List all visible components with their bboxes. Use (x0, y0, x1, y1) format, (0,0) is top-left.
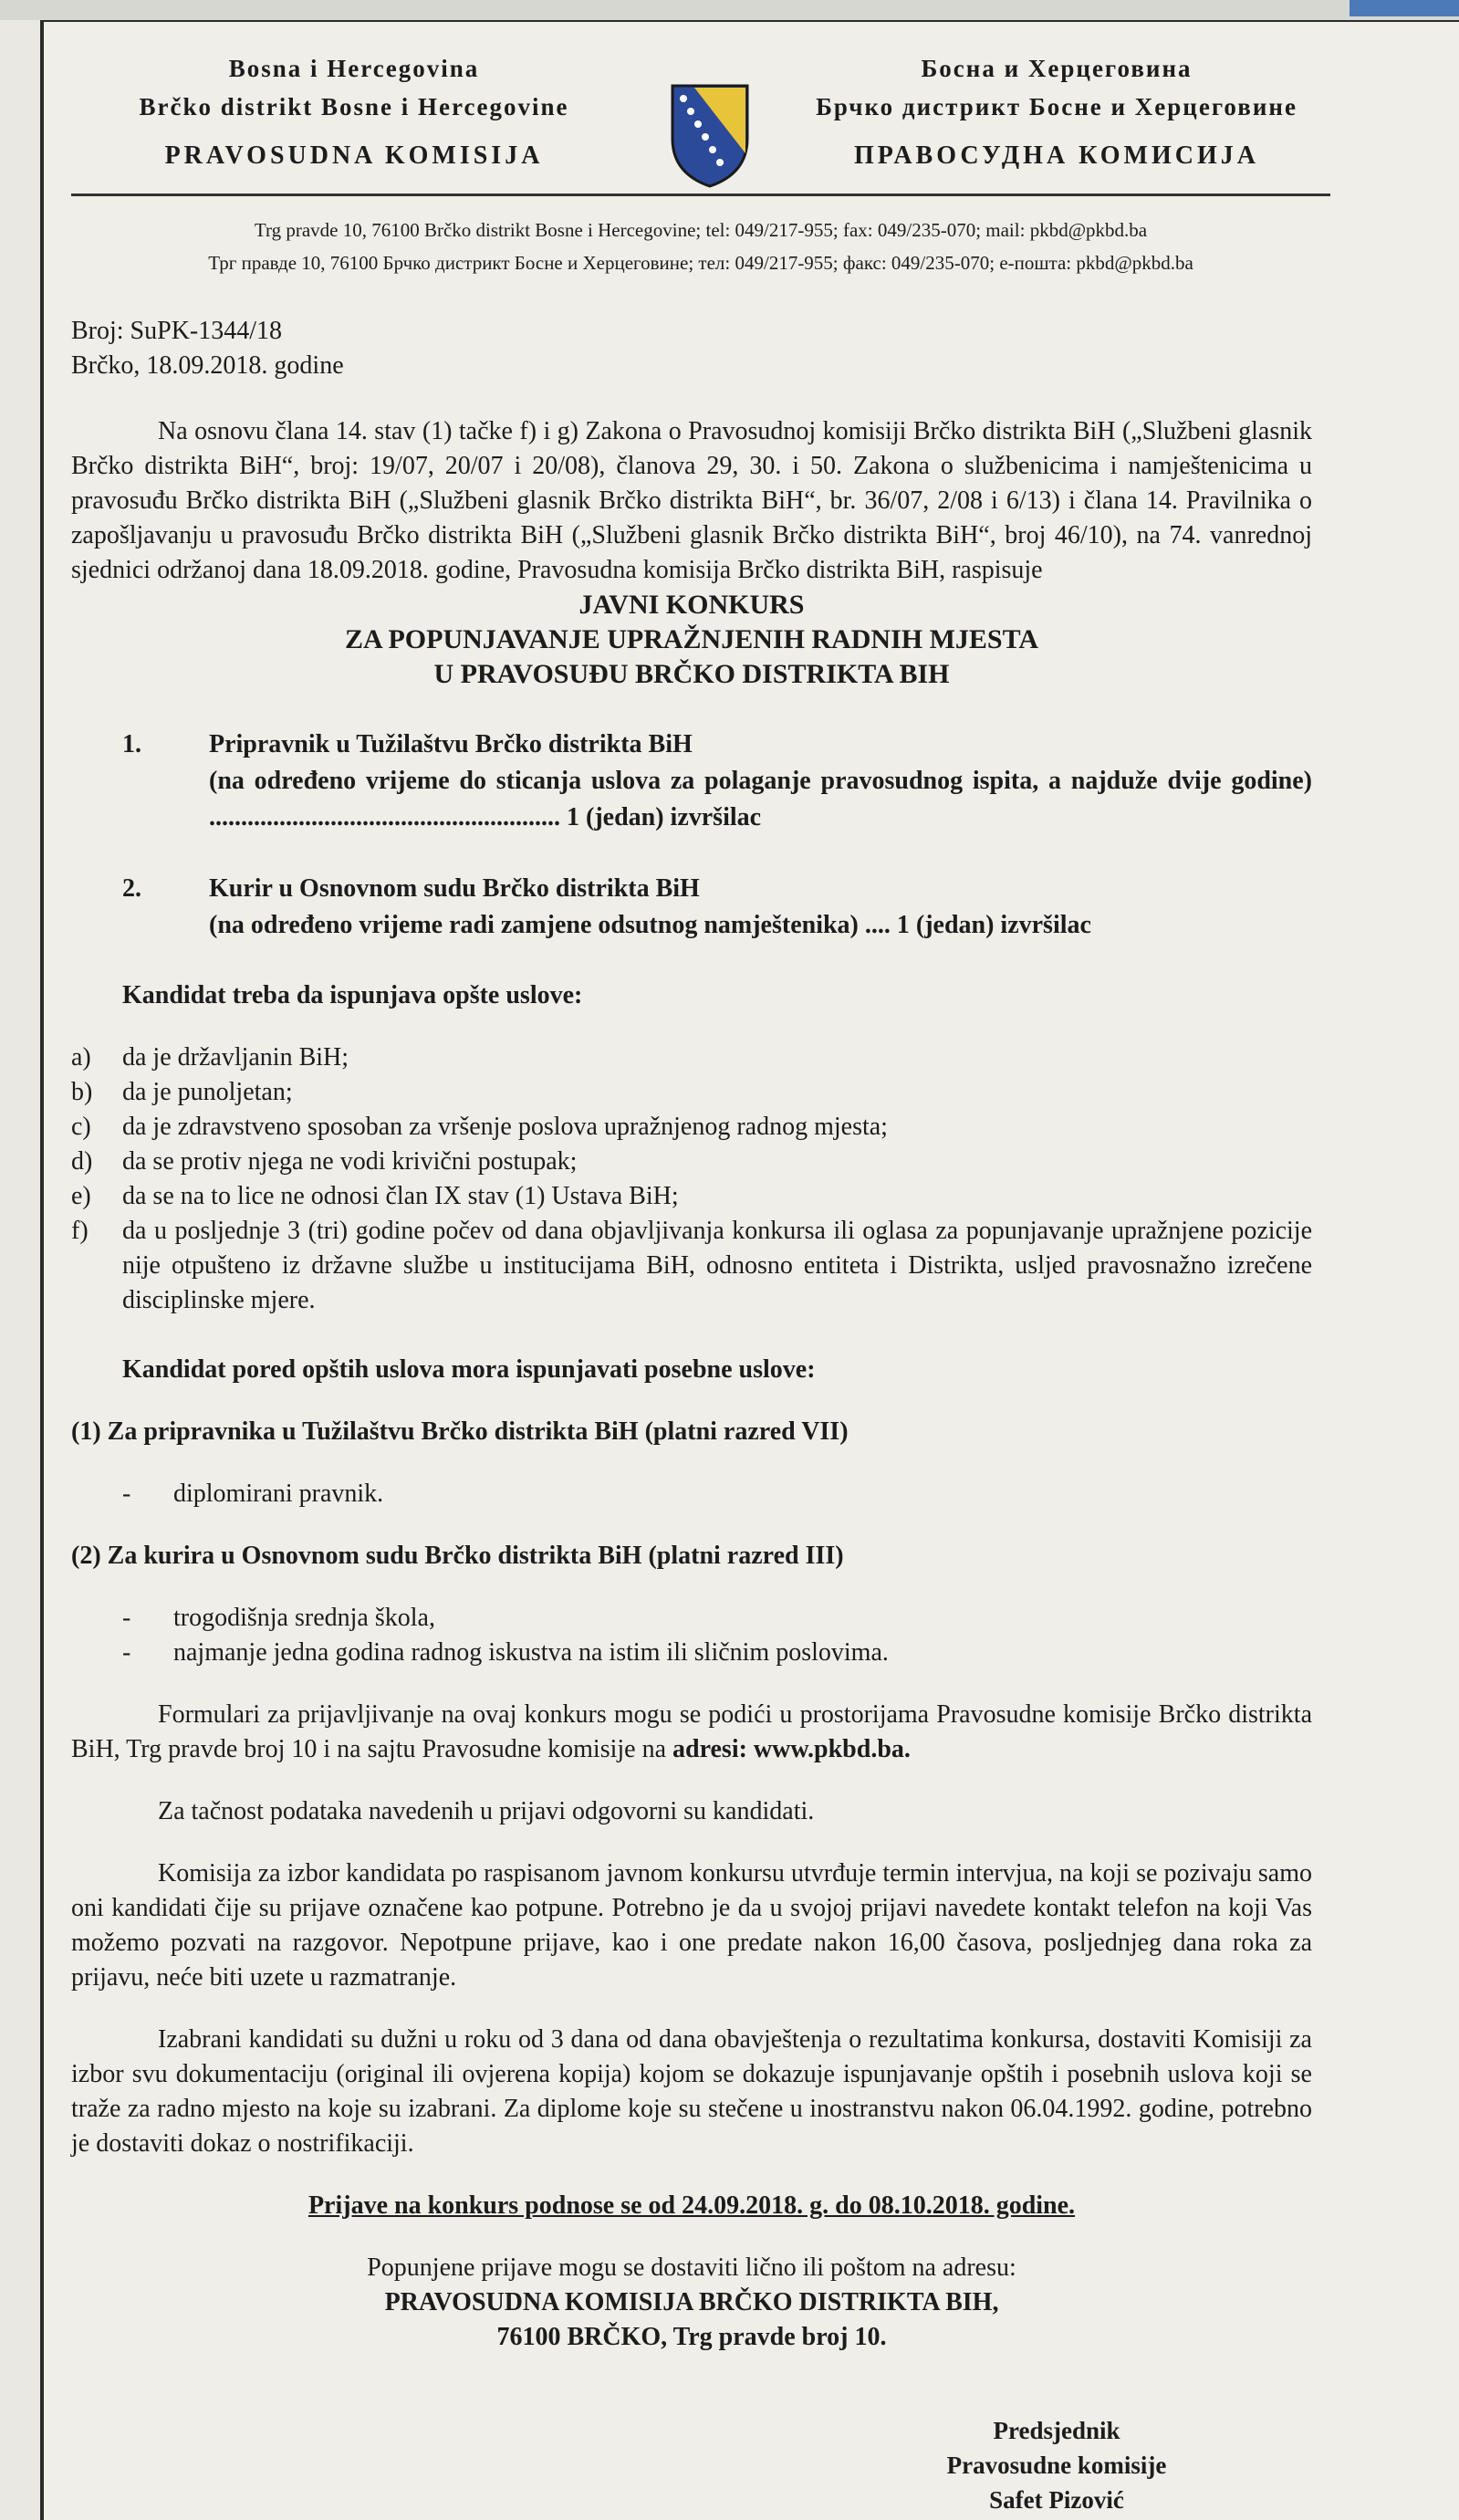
list-text: da se na to lice ne odnosi član IX stav (1) Ustava BiH; (122, 1182, 679, 1210)
list-text: da se protiv njega ne vodi krivični postupak; (122, 1147, 578, 1176)
list-text: da je zdravstveno sposoban za vršenje poslova upražnjenog radnog mjesta; (122, 1113, 888, 1141)
list-text: trogodišnja srednja škola, (173, 1604, 435, 1632)
position-details: (na određeno vrijeme do sticanja uslova za polaganje pravosudnog ispita, a najduže dvije godine) ....................................................... 1 (jedan) izvršilac (209, 767, 1312, 831)
list-item (71, 1477, 1312, 1511)
list-marker: b) (71, 1078, 93, 1106)
signature-block (920, 2413, 1193, 2517)
position-number: 1. (122, 730, 141, 758)
website-address: adresi: www.pkbd.ba. (672, 1735, 911, 1763)
contact-block (71, 214, 1330, 279)
list-text: diplomirani pravnik. (173, 1480, 384, 1508)
letterhead-latin (71, 49, 637, 175)
address-street: 76100 BRČKO, Trg pravde broj 10. (496, 2323, 887, 2351)
signature-name: Safet Pizović (989, 2486, 1124, 2514)
general-conditions-heading: Kandidat treba da ispunjava opšte uslove: (122, 981, 583, 1009)
reference-number: Broj: SuPK-1344/18 (71, 317, 283, 345)
list-text: da je punoljetan; (122, 1078, 293, 1106)
list-text: da u posljednje 3 (tri) godine počev od dana objavljivanja konkursa ili oglasa za popunjavanje upražnjene pozicije nije otpušteno iz državne službe u institucijama BiH, odnosno entiteta i Distrikta, usljed pravosnažno izrečene disciplinske mjere. (122, 1217, 1312, 1314)
special-conditions-sub1: (1) Za pripravnika u Tužilaštvu Brčko distrikta BiH (platni razred VII) (71, 1417, 849, 1446)
address-recipient: PRAVOSUDNA KOMISIJA BRČKO DISTRIKTA BIH, (384, 2288, 999, 2316)
list-text: da je državljanin BiH; (122, 1043, 349, 1072)
list-marker: d) (71, 1147, 93, 1176)
forms-text: Formulari za prijavljivanje na ovaj konkurs mogu se podići u prostorijama Pravosudne komisije Brčko distrikta BiH, Trg pravde broj 10 i na sajtu Pravosudne komisije na (71, 1700, 1312, 1763)
country-name-latin: Bosna i Hercegovina (228, 55, 480, 82)
general-conditions-list (71, 1040, 1312, 1318)
position-title: Pripravnik u Tužilaštvu Brčko distrikta BiH (209, 730, 693, 758)
special-conditions-sub2: (2) Za kurira u Osnovnom sudu Brčko distrikta BiH (platni razred III) (71, 1542, 844, 1570)
title-line-3: U PRAVOSUĐU BRČKO DISTRIKTA BIH (433, 659, 950, 689)
accent-strip (1350, 0, 1459, 16)
position-item (71, 727, 1312, 836)
title-line-1: JAVNI KONKURS (578, 590, 805, 620)
list-item (71, 1110, 1312, 1145)
letterhead-cyrillic (774, 49, 1339, 175)
list-text: najmanje jedna godina radnog iskustva na istim ili sličnim poslovima. (173, 1638, 889, 1667)
header-divider (71, 193, 1330, 196)
intro-paragraph: Na osnovu člana 14. stav (1) tačke f) i g) Zakona o Pravosudnoj komisiji Brčko distrikta BiH („Službeni glasnik Brčko distrikta BiH“, broj: 19/07, 20/07 i 20/08), članova 29, 30. i 50. Zakona o službenicima i namještenicima u pravosuđu Brčko distrikta BiH („Službeni glasnik Brčko distrikta BiH“, br. 36/07, 2/08 i 6/13) i člana 14. Pravilnika o zapošljavanju u pravosuđu Brčko distrikta BiH („Službeni glasnik Brčko distrikta BiH“, broj 46/10), na 74. vanrednoj sjednici održanoj dana 18.09.2018. godine, Pravosudna komisija Brčko distrikta BiH, raspisuje (71, 417, 1312, 584)
selected-candidates-paragraph: Izabrani kandidati su dužni u roku od 3 dana od dana obavještenja o rezultatima konkursa, dostaviti Komisiji za izbor svu dokumentaciju (original ili ovjerena kopija) kojom se dokazuje ispunjavanje opštih i posebnih uslova koji se traže za radno mjesto na koje su izabrani. Za diplome koje su stečene u inostranstvu nakon 06.04.1992. godine, potrebno je dostaviti dokaz o nostrifikaciji. (71, 2025, 1312, 2158)
contact-latin: Trg pravde 10, 76100 Brčko distrikt Bosne i Hercegovine; tel: 049/217-955; fax: 049/235-070; mail: pkbd@pkbd.ba (254, 219, 1148, 241)
document-frame (40, 20, 1459, 2520)
document-meta (71, 314, 344, 383)
list-marker: a) (71, 1043, 91, 1072)
dash-marker: - (122, 1638, 131, 1667)
list-item (71, 1040, 1312, 1075)
signature-title: Predsjednik (993, 2417, 1120, 2444)
letterhead (71, 49, 1330, 182)
list-item (71, 1075, 1312, 1110)
list-marker: f) (71, 1217, 89, 1245)
signature-body: Pravosudne komisije (946, 2452, 1167, 2479)
interview-paragraph: Komisija za izbor kandidata po raspisanom javnom konkursu utvrđuje termin intervjua, na koji se pozivaju samo oni kandidati čije su prijave označene kao potpune. Potrebno je da u svojoj prijavi navedete kontakt telefon na koji Vas možemo pozvati na razgovor. Nepotpune prijave, kao i one predate nakon 16,00 časova, posljednjeg dana roka za prijavu, neće biti uzete u razmatranje. (71, 1859, 1312, 1992)
district-name-latin: Brčko distrikt Bosne i Hercegovine (139, 93, 569, 120)
org-name-cyrillic: ПРАВОСУДНА КОМИСИЈА (854, 141, 1259, 170)
district-name-cyrillic: Брчко дистрикт Босне и Херцеговине (816, 93, 1297, 120)
document-body (71, 414, 1312, 2355)
list-item (71, 1214, 1312, 1318)
top-strip (0, 0, 1459, 20)
list-item (71, 1601, 1312, 1636)
dash-marker: - (122, 1604, 131, 1632)
document-page (71, 49, 1330, 2514)
org-name-latin: PRAVOSUDNA KOMISIJA (164, 141, 544, 170)
forms-paragraph (71, 1698, 1312, 1767)
title-line-2: ZA POPUNJAVANJE UPRAŽNJENIH RADNIH MJESTA (344, 624, 1039, 654)
list-item (71, 1145, 1312, 1179)
place-and-date: Brčko, 18.09.2018. godine (71, 351, 344, 380)
submission-address (71, 2251, 1312, 2355)
application-deadline: Prijave na konkurs podnose se od 24.09.2018. g. do 08.10.2018. godine. (307, 2191, 1076, 2220)
special-conditions-heading: Kandidat pored opštih uslova mora ispunjavati posebne uslove: (122, 1355, 816, 1384)
list-item (71, 1179, 1312, 1214)
position-details: (na određeno vrijeme radi zamjene odsutnog namještenika) .... 1 (jedan) izvršilac (209, 911, 1091, 939)
position-item (71, 871, 1312, 944)
list-marker: c) (71, 1113, 91, 1141)
accuracy-paragraph: Za tačnost podataka navedenih u prijavi odgovorni su kandidati. (158, 1797, 815, 1825)
list-item (71, 1636, 1312, 1670)
position-number: 2. (122, 874, 141, 903)
list-marker: e) (71, 1182, 91, 1210)
address-intro: Popunjene prijave mogu se dostaviti lično ili poštom na adresu: (367, 2253, 1016, 2282)
dash-marker: - (122, 1480, 131, 1508)
contact-cyrillic: Трг правде 10, 76100 Брчко дистрикт Босне и Херцеговине; тел: 049/217-955; факс: 049/235-070; е-пошта: pkbd@pkbd.ba (208, 252, 1193, 274)
country-name-cyrillic: Босна и Херцеговина (921, 55, 1193, 82)
bih-coat-of-arms-icon (669, 82, 751, 190)
position-title: Kurir u Osnovnom sudu Brčko distrikta BiH (209, 874, 700, 903)
document-title (71, 588, 1312, 692)
